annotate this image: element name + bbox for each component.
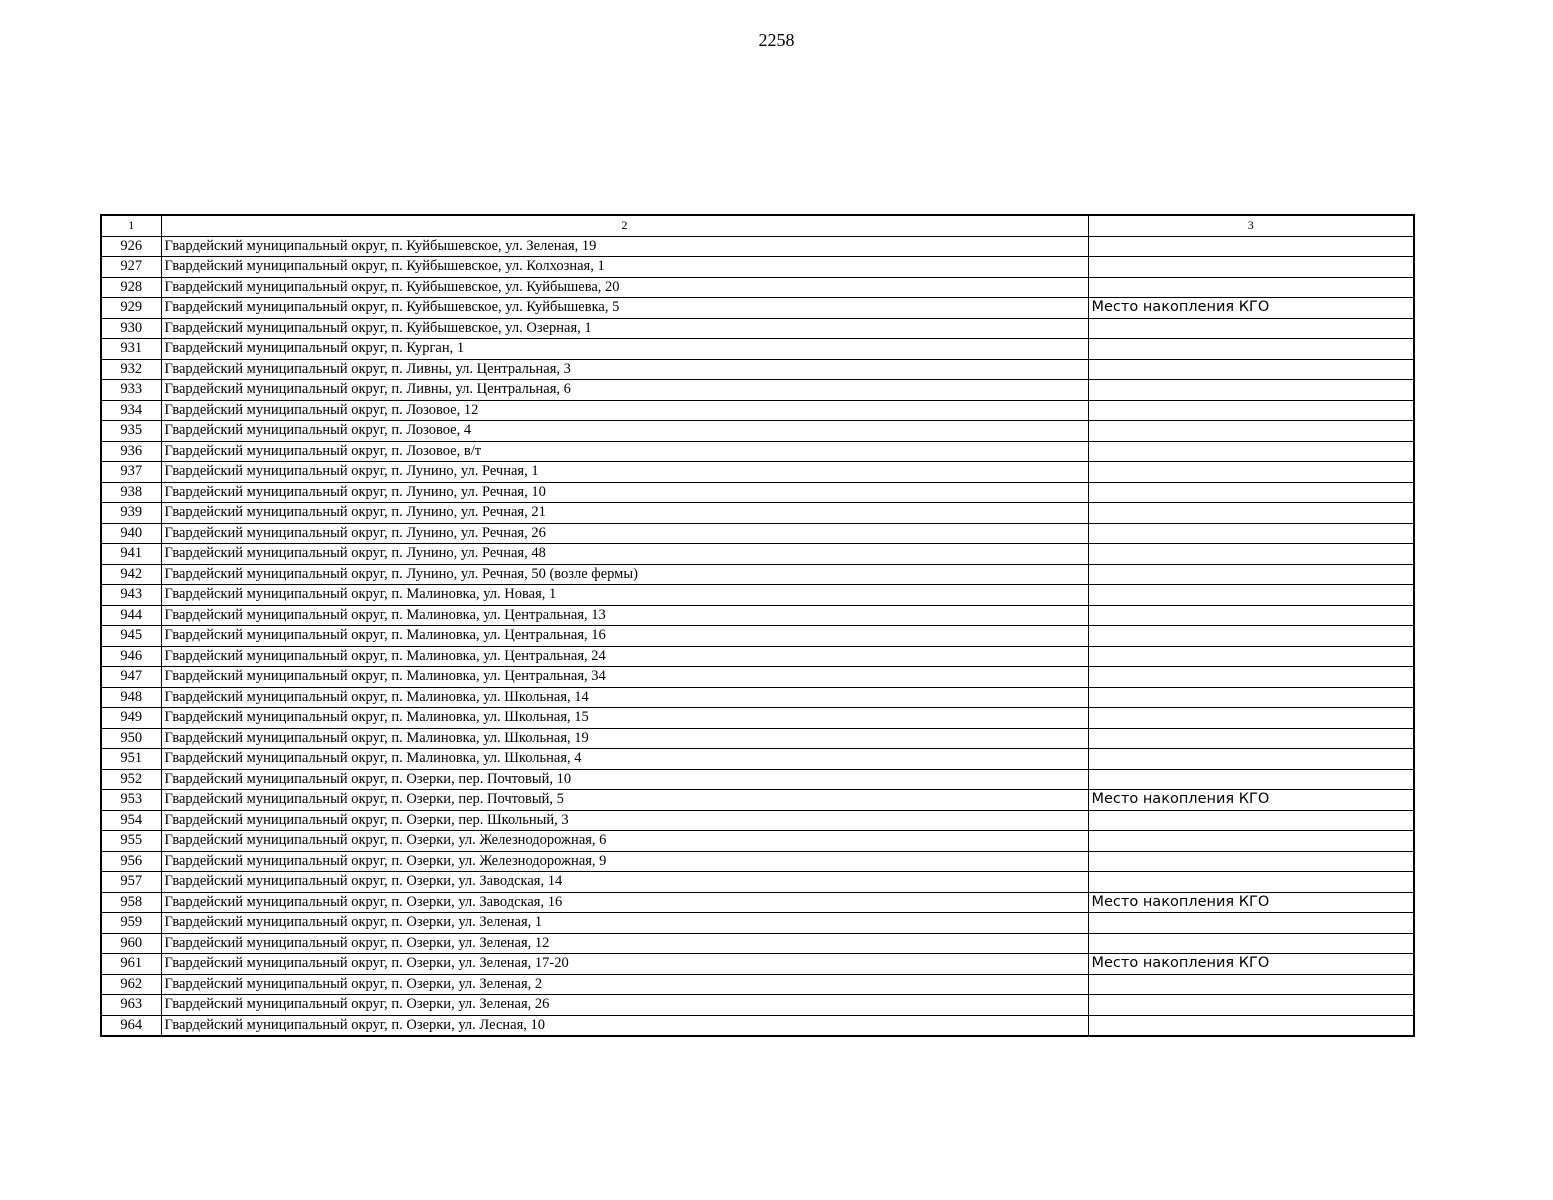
table-row (101, 687, 1414, 708)
address-cell: Гвардейский муниципальный округ, п. Малиновка, ул. Центральная, 13 (161, 605, 1088, 626)
address-cell: Гвардейский муниципальный округ, п. Куйбышевское, ул. Куйбышевка, 5 (161, 298, 1088, 319)
address-cell: Гвардейский муниципальный округ, п. Озерки, ул. Зеленая, 17-20 (161, 954, 1088, 975)
table-row (101, 933, 1414, 954)
row-number-cell: 926 (101, 236, 161, 257)
row-number-cell: 936 (101, 441, 161, 462)
address-cell: Гвардейский муниципальный округ, п. Куйбышевское, ул. Куйбышева, 20 (161, 277, 1088, 298)
row-number-cell: 932 (101, 359, 161, 380)
address-cell: Гвардейский муниципальный округ, п. Лунино, ул. Речная, 21 (161, 503, 1088, 524)
table-row (101, 667, 1414, 688)
row-number-cell: 942 (101, 564, 161, 585)
address-cell: Гвардейский муниципальный округ, п. Малиновка, ул. Школьная, 15 (161, 708, 1088, 729)
table-row (101, 872, 1414, 893)
address-cell: Гвардейский муниципальный округ, п. Малиновка, ул. Школьная, 19 (161, 728, 1088, 749)
address-cell: Гвардейский муниципальный округ, п. Озерки, пер. Почтовый, 5 (161, 790, 1088, 811)
address-cell: Гвардейский муниципальный округ, п. Ливны, ул. Центральная, 3 (161, 359, 1088, 380)
address-cell: Гвардейский муниципальный округ, п. Озерки, ул. Зеленая, 2 (161, 974, 1088, 995)
note-cell (1088, 523, 1414, 544)
note-cell (1088, 728, 1414, 749)
table-row (101, 851, 1414, 872)
row-number-cell: 960 (101, 933, 161, 954)
row-number-cell: 937 (101, 462, 161, 483)
table-row (101, 974, 1414, 995)
note-cell (1088, 359, 1414, 380)
table-row (101, 790, 1414, 811)
note-cell (1088, 974, 1414, 995)
note-cell: Место накопления КГО (1088, 790, 1414, 811)
address-cell: Гвардейский муниципальный округ, п. Малиновка, ул. Школьная, 4 (161, 749, 1088, 770)
table-row (101, 831, 1414, 852)
note-cell (1088, 872, 1414, 893)
address-cell: Гвардейский муниципальный округ, п. Озерки, ул. Лесная, 10 (161, 1015, 1088, 1036)
address-cell: Гвардейский муниципальный округ, п. Куйбышевское, ул. Озерная, 1 (161, 318, 1088, 339)
row-number-cell: 949 (101, 708, 161, 729)
address-cell: Гвардейский муниципальный округ, п. Озерки, ул. Зеленая, 1 (161, 913, 1088, 934)
address-cell: Гвардейский муниципальный округ, п. Куйбышевское, ул. Зеленая, 19 (161, 236, 1088, 257)
column-header-number: 1 (101, 215, 161, 236)
row-number-cell: 945 (101, 626, 161, 647)
address-cell: Гвардейский муниципальный округ, п. Ливны, ул. Центральная, 6 (161, 380, 1088, 401)
note-cell: Место накопления КГО (1088, 892, 1414, 913)
row-number-cell: 930 (101, 318, 161, 339)
row-number-cell: 952 (101, 769, 161, 790)
address-cell: Гвардейский муниципальный округ, п. Лунино, ул. Речная, 50 (возле фермы) (161, 564, 1088, 585)
address-cell: Гвардейский муниципальный округ, п. Лунино, ул. Речная, 48 (161, 544, 1088, 565)
row-number-cell: 954 (101, 810, 161, 831)
address-cell: Гвардейский муниципальный округ, п. Лунино, ул. Речная, 26 (161, 523, 1088, 544)
row-number-cell: 962 (101, 974, 161, 995)
note-cell (1088, 441, 1414, 462)
note-cell (1088, 749, 1414, 770)
table-row (101, 380, 1414, 401)
row-number-cell: 941 (101, 544, 161, 565)
table-row (101, 1015, 1414, 1036)
note-cell (1088, 667, 1414, 688)
address-cell: Гвардейский муниципальный округ, п. Озерки, ул. Заводская, 16 (161, 892, 1088, 913)
table-row (101, 462, 1414, 483)
table-row (101, 298, 1414, 319)
address-cell: Гвардейский муниципальный округ, п. Лозовое, в/т (161, 441, 1088, 462)
row-number-cell: 961 (101, 954, 161, 975)
note-cell (1088, 605, 1414, 626)
address-cell: Гвардейский муниципальный округ, п. Малиновка, ул. Центральная, 24 (161, 646, 1088, 667)
row-number-cell: 933 (101, 380, 161, 401)
table-row (101, 339, 1414, 360)
note-cell (1088, 810, 1414, 831)
note-cell (1088, 257, 1414, 278)
column-header-address: 2 (161, 215, 1088, 236)
table-row (101, 728, 1414, 749)
table-row (101, 810, 1414, 831)
row-number-cell: 927 (101, 257, 161, 278)
note-cell (1088, 380, 1414, 401)
address-cell: Гвардейский муниципальный округ, п. Курган, 1 (161, 339, 1088, 360)
row-number-cell: 958 (101, 892, 161, 913)
address-cell: Гвардейский муниципальный округ, п. Лунино, ул. Речная, 1 (161, 462, 1088, 483)
row-number-cell: 929 (101, 298, 161, 319)
table-row (101, 277, 1414, 298)
address-cell: Гвардейский муниципальный округ, п. Озерки, ул. Железнодорожная, 6 (161, 831, 1088, 852)
note-cell: Место накопления КГО (1088, 954, 1414, 975)
note-cell (1088, 995, 1414, 1016)
table-row (101, 749, 1414, 770)
row-number-cell: 951 (101, 749, 161, 770)
table-row (101, 605, 1414, 626)
table-row (101, 236, 1414, 257)
address-cell: Гвардейский муниципальный округ, п. Малиновка, ул. Центральная, 34 (161, 667, 1088, 688)
note-cell (1088, 626, 1414, 647)
address-cell: Гвардейский муниципальный округ, п. Лунино, ул. Речная, 10 (161, 482, 1088, 503)
address-cell: Гвардейский муниципальный округ, п. Озерки, пер. Школьный, 3 (161, 810, 1088, 831)
note-cell: Место накопления КГО (1088, 298, 1414, 319)
address-table (100, 214, 1415, 1037)
table-row (101, 913, 1414, 934)
note-cell (1088, 687, 1414, 708)
table-row (101, 892, 1414, 913)
table-row (101, 359, 1414, 380)
table-row (101, 544, 1414, 565)
table-row (101, 646, 1414, 667)
page-number: 2258 (758, 30, 795, 50)
table-row (101, 708, 1414, 729)
address-cell: Гвардейский муниципальный округ, п. Озерки, пер. Почтовый, 10 (161, 769, 1088, 790)
table-row (101, 482, 1414, 503)
row-number-cell: 950 (101, 728, 161, 749)
note-cell (1088, 831, 1414, 852)
row-number-cell: 939 (101, 503, 161, 524)
table-row (101, 995, 1414, 1016)
note-cell (1088, 339, 1414, 360)
row-number-cell: 944 (101, 605, 161, 626)
note-cell (1088, 1015, 1414, 1036)
row-number-cell: 946 (101, 646, 161, 667)
row-number-cell: 957 (101, 872, 161, 893)
table-row (101, 400, 1414, 421)
note-cell (1088, 585, 1414, 606)
note-cell (1088, 646, 1414, 667)
row-number-cell: 943 (101, 585, 161, 606)
row-number-cell: 934 (101, 400, 161, 421)
table-row (101, 564, 1414, 585)
table-row (101, 318, 1414, 339)
note-cell (1088, 708, 1414, 729)
row-number-cell: 928 (101, 277, 161, 298)
row-number-cell: 947 (101, 667, 161, 688)
row-number-cell: 963 (101, 995, 161, 1016)
note-cell (1088, 462, 1414, 483)
address-cell: Гвардейский муниципальный округ, п. Лозовое, 4 (161, 421, 1088, 442)
table-row (101, 585, 1414, 606)
note-cell (1088, 851, 1414, 872)
address-cell: Гвардейский муниципальный округ, п. Лозовое, 12 (161, 400, 1088, 421)
note-cell (1088, 400, 1414, 421)
row-number-cell: 935 (101, 421, 161, 442)
note-cell (1088, 503, 1414, 524)
table-row (101, 626, 1414, 647)
row-number-cell: 964 (101, 1015, 161, 1036)
address-cell: Гвардейский муниципальный округ, п. Озерки, ул. Зеленая, 26 (161, 995, 1088, 1016)
note-cell (1088, 421, 1414, 442)
note-cell (1088, 544, 1414, 565)
address-cell: Гвардейский муниципальный округ, п. Малиновка, ул. Центральная, 16 (161, 626, 1088, 647)
table-row (101, 421, 1414, 442)
table-row (101, 954, 1414, 975)
note-cell (1088, 236, 1414, 257)
row-number-cell: 940 (101, 523, 161, 544)
address-cell: Гвардейский муниципальный округ, п. Малиновка, ул. Новая, 1 (161, 585, 1088, 606)
row-number-cell: 959 (101, 913, 161, 934)
note-cell (1088, 913, 1414, 934)
address-cell: Гвардейский муниципальный округ, п. Озерки, ул. Зеленая, 12 (161, 933, 1088, 954)
address-cell: Гвардейский муниципальный округ, п. Озерки, ул. Железнодорожная, 9 (161, 851, 1088, 872)
row-number-cell: 955 (101, 831, 161, 852)
note-cell (1088, 564, 1414, 585)
table-row (101, 257, 1414, 278)
row-number-cell: 931 (101, 339, 161, 360)
table-header-row (101, 215, 1414, 236)
table-row (101, 441, 1414, 462)
table-row (101, 503, 1414, 524)
row-number-cell: 953 (101, 790, 161, 811)
note-cell (1088, 482, 1414, 503)
address-cell: Гвардейский муниципальный округ, п. Малиновка, ул. Школьная, 14 (161, 687, 1088, 708)
row-number-cell: 956 (101, 851, 161, 872)
note-cell (1088, 933, 1414, 954)
note-cell (1088, 277, 1414, 298)
row-number-cell: 948 (101, 687, 161, 708)
address-cell: Гвардейский муниципальный округ, п. Озерки, ул. Заводская, 14 (161, 872, 1088, 893)
note-cell (1088, 769, 1414, 790)
table-row (101, 769, 1414, 790)
table-row (101, 523, 1414, 544)
address-cell: Гвардейский муниципальный округ, п. Куйбышевское, ул. Колхозная, 1 (161, 257, 1088, 278)
note-cell (1088, 318, 1414, 339)
table-body (101, 236, 1414, 1036)
row-number-cell: 938 (101, 482, 161, 503)
column-header-note: 3 (1088, 215, 1414, 236)
